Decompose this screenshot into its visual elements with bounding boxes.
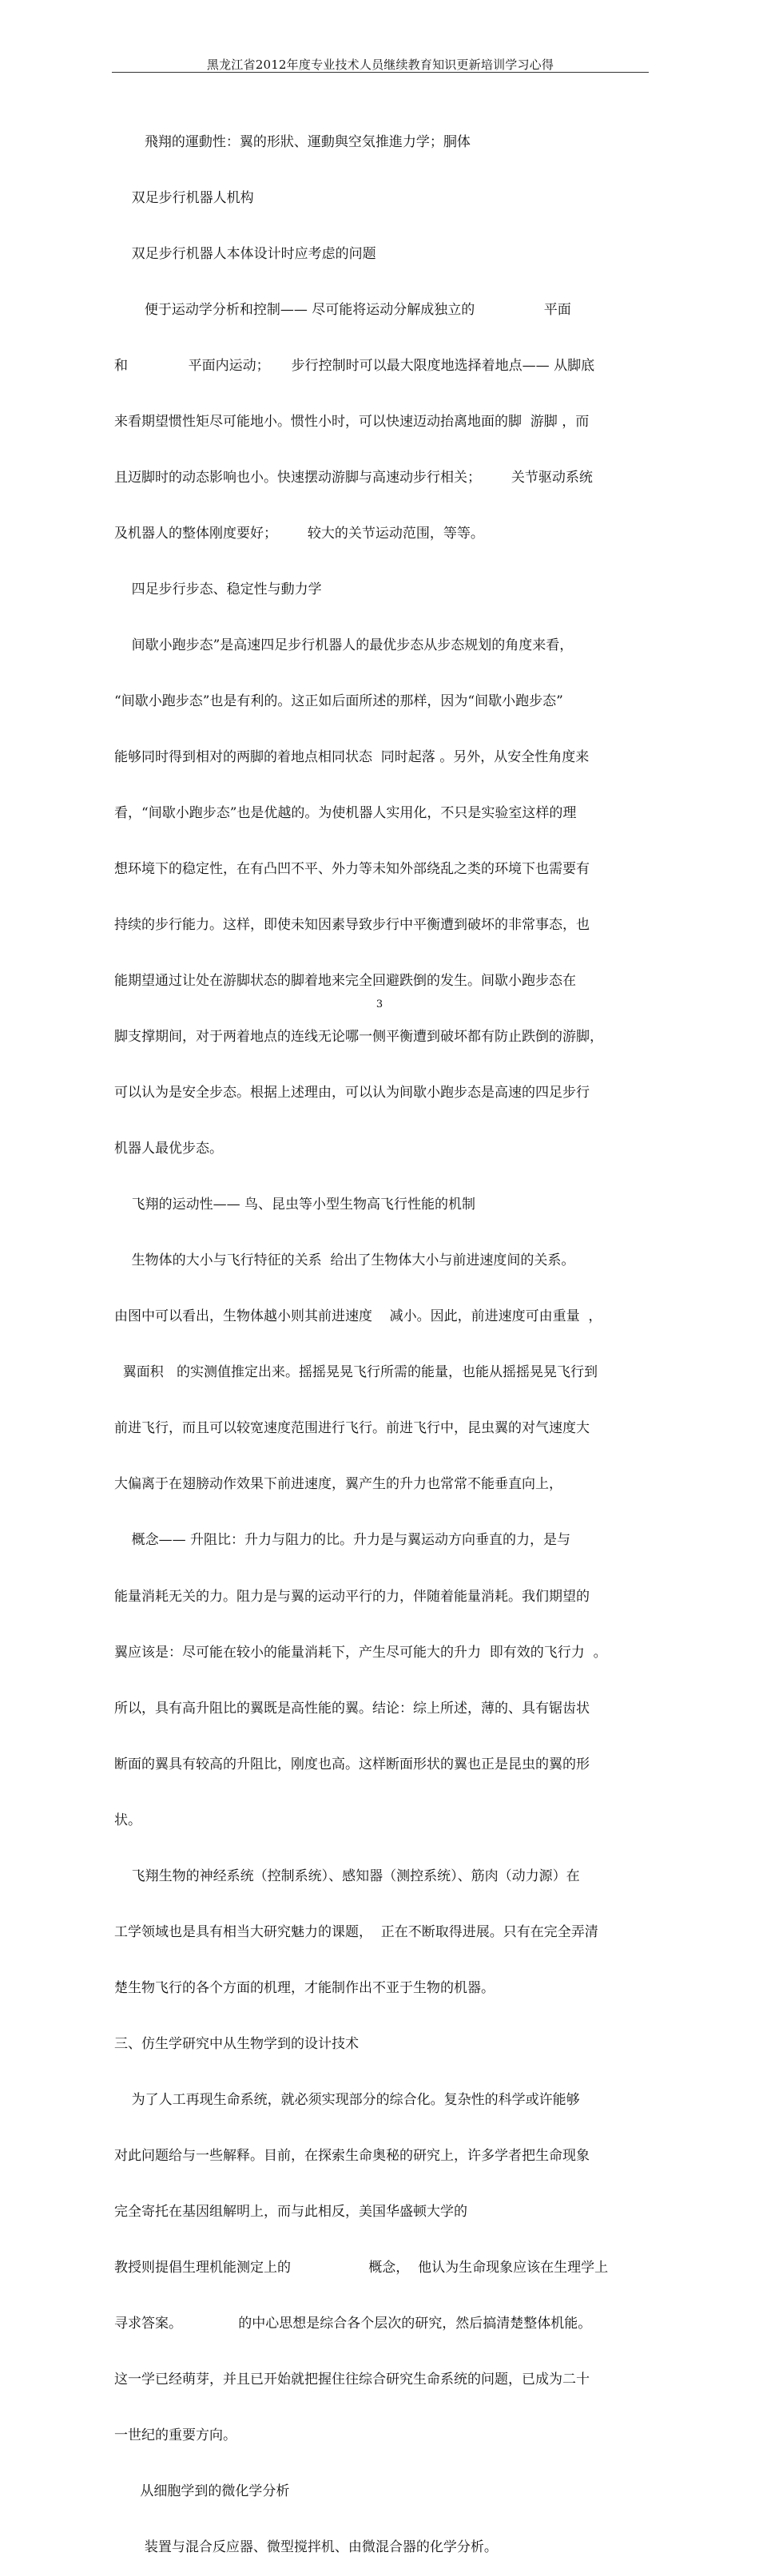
text-line: 双足步行机器人本体设计时应考虑的问题	[114, 245, 376, 262]
text-line: 工学领域也是具有相当大研究魅力的课题， 正在不断取得进展。只有在完全弄清	[114, 1923, 598, 1940]
text-line: 便于运动学分析和控制—— 尽可能将运动分解成独立的 平面	[114, 301, 571, 318]
text-line: 装置与混合反应器、微型搅拌机、由微混合器的化学分析。	[114, 2539, 498, 2556]
text-line: 能量消耗无关的力。阻力是与翼的运动平行的力，伴随着能量消耗。我们期望的	[114, 1588, 590, 1605]
text-line: “间歇小跑步态”也是有利的。这正如后面所述的那样，因为“间歇小跑步态”	[114, 693, 563, 709]
text-line: 想环境下的稳定性，在有凸凹不平、外力等未知外部绕乱之类的环境下也需要有	[114, 861, 590, 878]
text-line: 状。	[114, 1812, 141, 1828]
text-line: 由图中可以看出，生物体越小则其前进速度 减小。因此，前进速度可由重量 ，	[114, 1308, 602, 1325]
text-line: 飞翔生物的神经系统（控制系统）、感知器（测控系统）、筋肉（动力源）在	[114, 1868, 580, 1884]
text-line: 大偏离于在翅膀动作效果下前进速度，翼产生的升力也常常不能垂直向上，	[114, 1476, 562, 1493]
page-number: 3	[376, 998, 383, 1010]
text-line: 来看期望惯性矩尽可能地小。惯性小时，可以快速迈动抬离地面的脚 游脚 ，而	[114, 413, 590, 430]
text-line: 完全寄托在基因组解明上，而与此相反，美国华盛顿大学的	[114, 2203, 467, 2220]
header-divider	[112, 72, 649, 73]
text-line: 概念—— 升阻比：升力与阻力的比。升力是与翼运动方向垂直的力，是与	[114, 1532, 571, 1549]
text-line: 和 平面内运动； 步行控制时可以最大限度地选择着地点—— 从脚底	[114, 357, 595, 374]
text-line: 及机器人的整体刚度要好； 较大的关节运动范围，等等。	[114, 525, 484, 542]
text-line: 机器人最优步态。	[114, 1141, 223, 1157]
text-line: 能期望通过让处在游脚状态的脚着地来完全回避跌倒的发生。间歇小跑步态在	[114, 973, 576, 990]
text-line: 从细胞学到的微化学分析	[114, 2483, 290, 2499]
text-line: 飞翔的运动性—— 鸟、昆虫等小型生物高飞行性能的机制	[114, 1197, 476, 1213]
text-line: 为了人工再现生命系统，就必须实现部分的综合化。复杂性的科学或许能够	[114, 2091, 580, 2108]
text-line: 断面的翼具有较高的升阻比，刚度也高。这样断面形状的翼也正是昆虫的翼的形	[114, 1756, 590, 1772]
text-line: 前进飞行，而且可以较宽速度范围进行飞行。前进飞行中，昆虫翼的对气速度大	[114, 1420, 590, 1437]
text-line: 四足步行步态、稳定性与動力学	[114, 581, 322, 597]
text-line: 所以，具有高升阻比的翼既是高性能的翼。结论：综上所述，薄的、具有锯齿状	[114, 1700, 590, 1717]
text-line: 看，“间歇小跑步态”也是优越的。为使机器人实用化，不只是实验室这样的理	[114, 805, 577, 822]
text-line: 飛翔的運動性：翼的形狀、運動與空気推進力学；胴体	[114, 133, 471, 150]
text-line: 楚生物飞行的各个方面的机理，才能制作出不亚于生物的机器。	[114, 1979, 495, 1996]
text-line: 翼面积 的实测值推定出来。摇摇晃晃飞行所需的能量，也能从摇摇晃晃飞行到	[114, 1364, 598, 1381]
text-line: 脚支撑期间，对于两着地点的连线无论哪一侧平衡遭到破坏都有防止跌倒的游脚，	[114, 1029, 603, 1046]
text-line: 生物体的大小与飞行特征的关系 给出了生物体大小与前进速度间的关系。	[114, 1252, 575, 1269]
page-header: 黑龙江省2012年度专业技术人员继续教育知识更新培训学习心得	[206, 58, 554, 72]
text-line: 这一学已经萌芽，并且已开始就把握住往综合研究生命系统的问题，已成为二十	[114, 2371, 590, 2387]
text-line: 可以认为是安全步态。根据上述理由，可以认为间歇小跑步态是高速的四足步行	[114, 1085, 590, 1101]
text-line: 对此问题给与一些解释。目前，在探索生命奥秘的研究上，许多学者把生命现象	[114, 2147, 590, 2164]
text-line: 双足步行机器人机构	[114, 189, 254, 206]
text-line: 且迈脚时的动态影响也小。快速摆动游脚与高速动步行相关； 关节驱动系统	[114, 469, 593, 486]
text-line: 间歇小跑步态”是高速四足步行机器人的最优步态从步态规划的角度来看，	[114, 637, 574, 653]
text-line: 能够同时得到相对的两脚的着地点相同状态 同时起落 。另外，从安全性角度来	[114, 749, 590, 766]
text-line: 翼应该是：尽可能在较小的能量消耗下，产生尽可能大的升力 即有效的飞行力 。	[114, 1644, 607, 1661]
text-line: 寻求答案。 的中心思想是综合各个层次的研究，然后搞清楚整体机能。	[114, 2315, 592, 2332]
section-heading: 三、仿生学研究中从生物学到的设计技术	[114, 2035, 359, 2052]
document-body	[114, 96, 651, 2576]
text-line: 一世纪的重要方向。	[114, 2427, 236, 2443]
text-line: 教授则提倡生理机能测定上的 概念， 他认为生命现象应该在生理学上	[114, 2259, 609, 2276]
text-line: 持续的步行能力。这样，即使未知因素导致步行中平衡遭到破坏的非常事态，也	[114, 917, 590, 934]
